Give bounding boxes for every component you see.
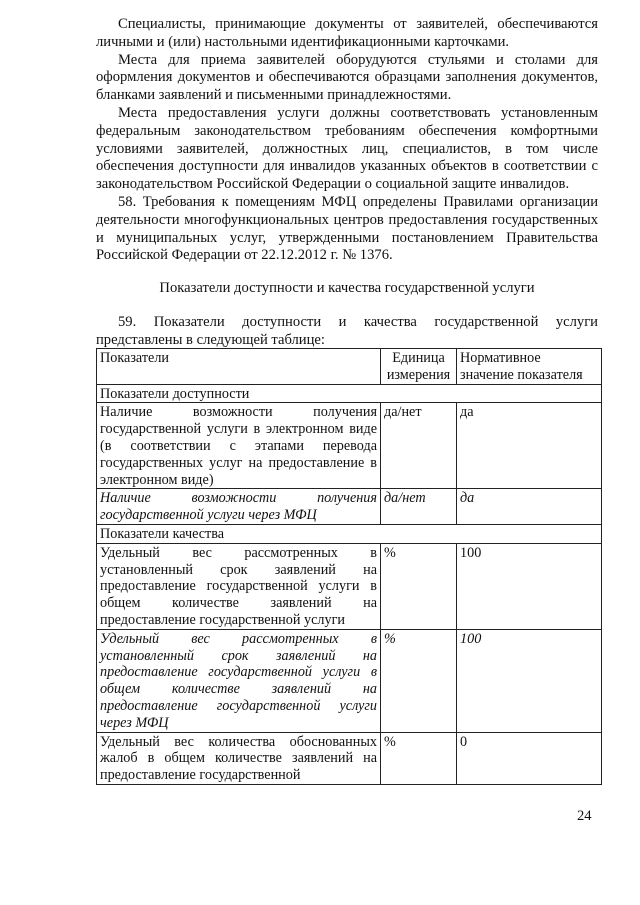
header-unit: Единица измерения (381, 349, 457, 385)
section-access: Показатели доступности (97, 384, 602, 403)
row-indicator: Удельный вес рассмотренных в установленный срок заявлений на предоставление государственной услуги в общем количестве заявлений на предоставление государственной услуги (97, 543, 381, 629)
table-row (97, 543, 602, 629)
header-indicators: Показатели (97, 349, 381, 385)
table-row (97, 489, 602, 525)
row-value: да (457, 489, 602, 525)
row-value: да (457, 403, 602, 489)
row-indicator: Наличие возможности получения государственной услуги в электронном виде (в соответствии с этапами перевода государственных услуг на предоставление в электронном виде) (97, 403, 381, 489)
table-row (97, 629, 602, 732)
row-indicator: Удельный вес рассмотренных в установленный срок заявлений на предоставление государственной услуги в общем количестве заявлений на предоставление государственной услуги через МФЦ (97, 629, 381, 732)
indicators-table (96, 348, 602, 785)
paragraph-59: 59. Показатели доступности и качества государственной услуги представлены в следующей таблице: (96, 314, 598, 348)
row-value: 100 (457, 543, 602, 629)
document-body (96, 16, 598, 350)
table-section-row (97, 524, 602, 543)
table-row (97, 732, 602, 784)
table-header-row (97, 349, 602, 385)
table-row (97, 403, 602, 489)
section-quality: Показатели качества (97, 524, 602, 543)
row-unit: % (381, 732, 457, 784)
row-unit: % (381, 629, 457, 732)
row-indicator: Удельный вес количества обоснованных жалоб в общем количестве заявлений на предоставление государственной (97, 732, 381, 784)
row-unit: да/нет (381, 403, 457, 489)
header-norm: Нормативное значение показателя (457, 349, 602, 385)
paragraph-service-places: Места предоставления услуги должны соответствовать установленным федеральным законодательством требованиям обеспечения комфортными условиями заявителей, должностных лиц, специалистов, в том числе обеспечения доступности для инвалидов указанных объектов в соответствии с законодательством Российской Федерации о социальной защите инвалидов. (96, 104, 598, 193)
paragraph-58: 58. Требования к помещениям МФЦ определены Правилами организации деятельности многофункциональных центров предоставления государственных и муниципальных услуг, утвержденными постановлением Правительства Российской Федерации от 22.12.2012 г. № 1376. (96, 193, 598, 264)
row-value: 100 (457, 629, 602, 732)
row-indicator: Наличие возможности получения государственной услуги через МФЦ (97, 489, 381, 525)
row-value: 0 (457, 732, 602, 784)
row-unit: да/нет (381, 489, 457, 525)
page-number: 24 (577, 808, 592, 824)
section-heading: Показатели доступности и качества государственной услуги (159, 280, 535, 297)
paragraph-specialists: Специалисты, принимающие документы от заявителей, обеспечиваются личными и (или) настольными идентификационными карточками. (96, 16, 598, 50)
row-unit: % (381, 543, 457, 629)
paragraph-reception-places: Места для приема заявителей оборудуются стульями и столами для оформления документов и обеспечиваются образцами заполнения документов, бланками заявлений и письменными принадлежностями. (96, 51, 598, 104)
table-section-row (97, 384, 602, 403)
